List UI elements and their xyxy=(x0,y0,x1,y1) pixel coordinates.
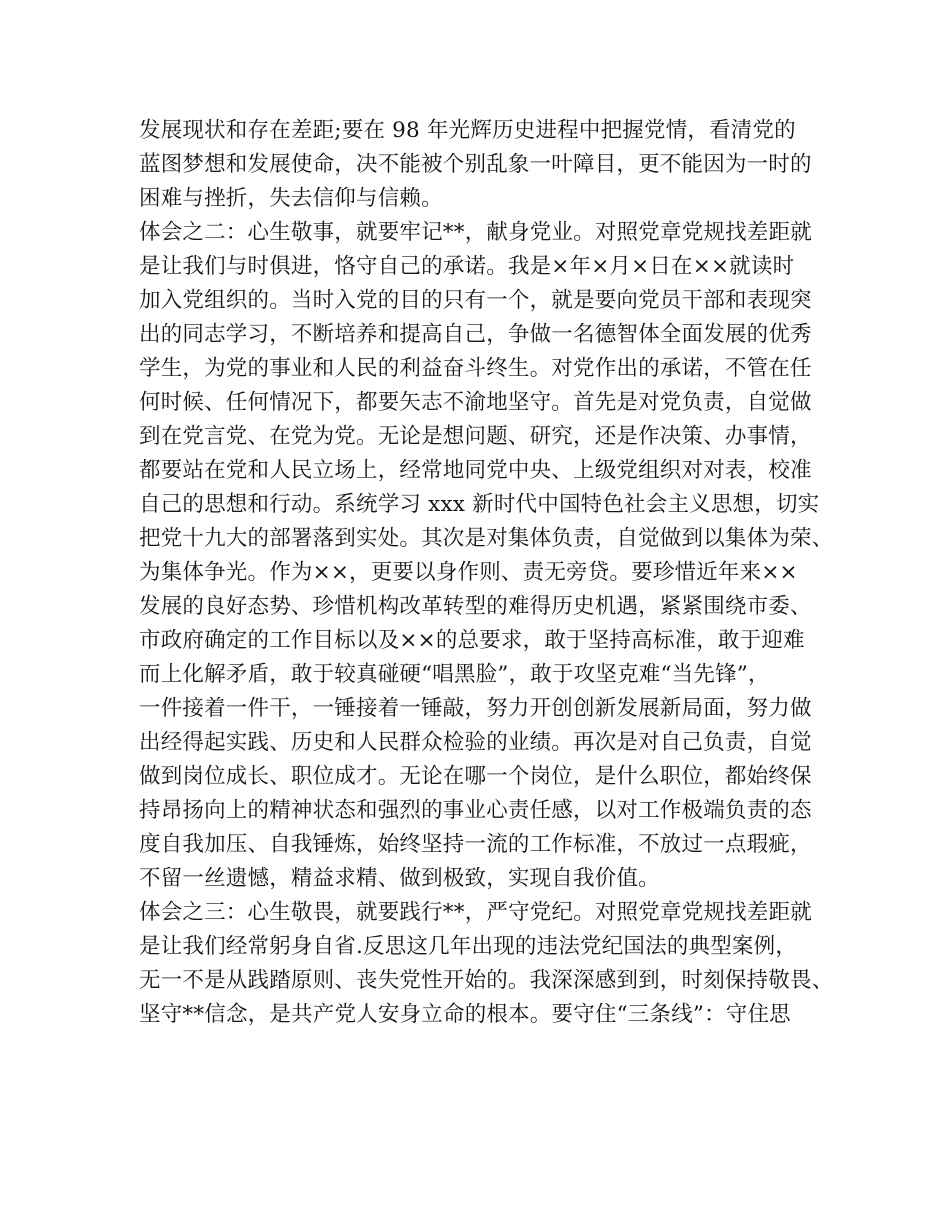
text-line: 不留一丝遗憾，精益求精、做到极致，实现自我价值。 xyxy=(139,866,660,891)
text-line: 到在党言党、在党为党。无论是想问题、研究，还是作决策、办事情， xyxy=(139,424,812,449)
document-body xyxy=(139,114,839,1032)
text-line: 是让我们经常躬身自省.反思这几年出现的违法党纪国法的典型案例， xyxy=(139,934,798,959)
text-line: 学生，为党的事业和人民的利益奋斗终生。对党作出的承诺，不管在任 xyxy=(139,356,812,381)
text-line: 困难与挫折，失去信仰与信赖。 xyxy=(139,186,443,211)
text-line: 而上化解矛盾，敢于较真碰硬“唱黑脸”，敢于攻坚克难“当先锋”， xyxy=(139,662,770,687)
text-line: 做到岗位成长、职位成才。无论在哪一个岗位，是什么职位，都始终保 xyxy=(139,764,812,789)
text-line: 发展的良好态势、珍惜机构改革转型的难得历史机遇，紧紧围绕市委、 xyxy=(139,594,812,619)
text-line: 无一不是从践踏原则、丧失党性开始的。我深深感到到，时刻保持敬畏、 xyxy=(139,968,834,993)
text-line: 都要站在党和人民立场上，经常地同党中央、上级党组织对对表，校准 xyxy=(139,458,812,483)
text-line: 蓝图梦想和发展使命，决不能被个别乱象一叶障目，更不能因为一时的 xyxy=(139,152,812,177)
text-line: 出的同志学习，不断培养和提高自己，争做一名德智体全面发展的优秀 xyxy=(139,322,812,347)
text-line: 把党十九大的部署落到实处。其次是对集体负责，自觉做到以集体为荣、 xyxy=(139,526,834,551)
text-line: 一件接着一件干，一锤接着一锤敲，努力开创创新发展新局面，努力做 xyxy=(139,696,812,721)
text-line: 市政府确定的工作目标以及××的总要求，敢于坚持高标准，敢于迎难 xyxy=(139,628,805,653)
text-line: 何时候、任何情况下，都要矢志不渝地坚守。首先是对党负责，自觉做 xyxy=(139,390,812,415)
text-line: 是让我们与时俱进，恪守自己的承诺。我是×年×月×日在××就读时 xyxy=(139,254,795,279)
text-line: 出经得起实践、历史和人民群众检验的业绩。再次是对自己负责，自觉 xyxy=(139,730,812,755)
text-line: 加入党组织的。当时入党的目的只有一个，就是要向党员干部和表现突 xyxy=(139,288,812,313)
text-line: 度自我加压、自我锤炼，始终坚持一流的工作标准，不放过一点瑕疵， xyxy=(139,832,812,857)
text-line: 发展现状和存在差距;要在 98 年光辉历史进程中把握党情，看清党的 xyxy=(139,118,796,143)
text-line: 体会之三：心生敬畏，就要践行**，严守党纪。对照党章党规找差距就 xyxy=(139,900,812,925)
text-line: 持昂扬向上的精神状态和强烈的事业心责任感，以对工作极端负责的态 xyxy=(139,798,812,823)
text-line: 为集体争光。作为××，更要以身作则、责无旁贷。要珍惜近年来×× xyxy=(139,560,798,585)
text-line: 坚守**信念，是共产党人安身立命的根本。要守住“三条线”：守住思 xyxy=(139,1002,791,1027)
text-line: 体会之二：心生敬事，就要牢记**，献身党业。对照党章党规找差距就 xyxy=(139,220,812,245)
text-line: 自己的思想和行动。系统学习 xxx 新时代中国特色社会主义思想，切实 xyxy=(139,492,820,517)
